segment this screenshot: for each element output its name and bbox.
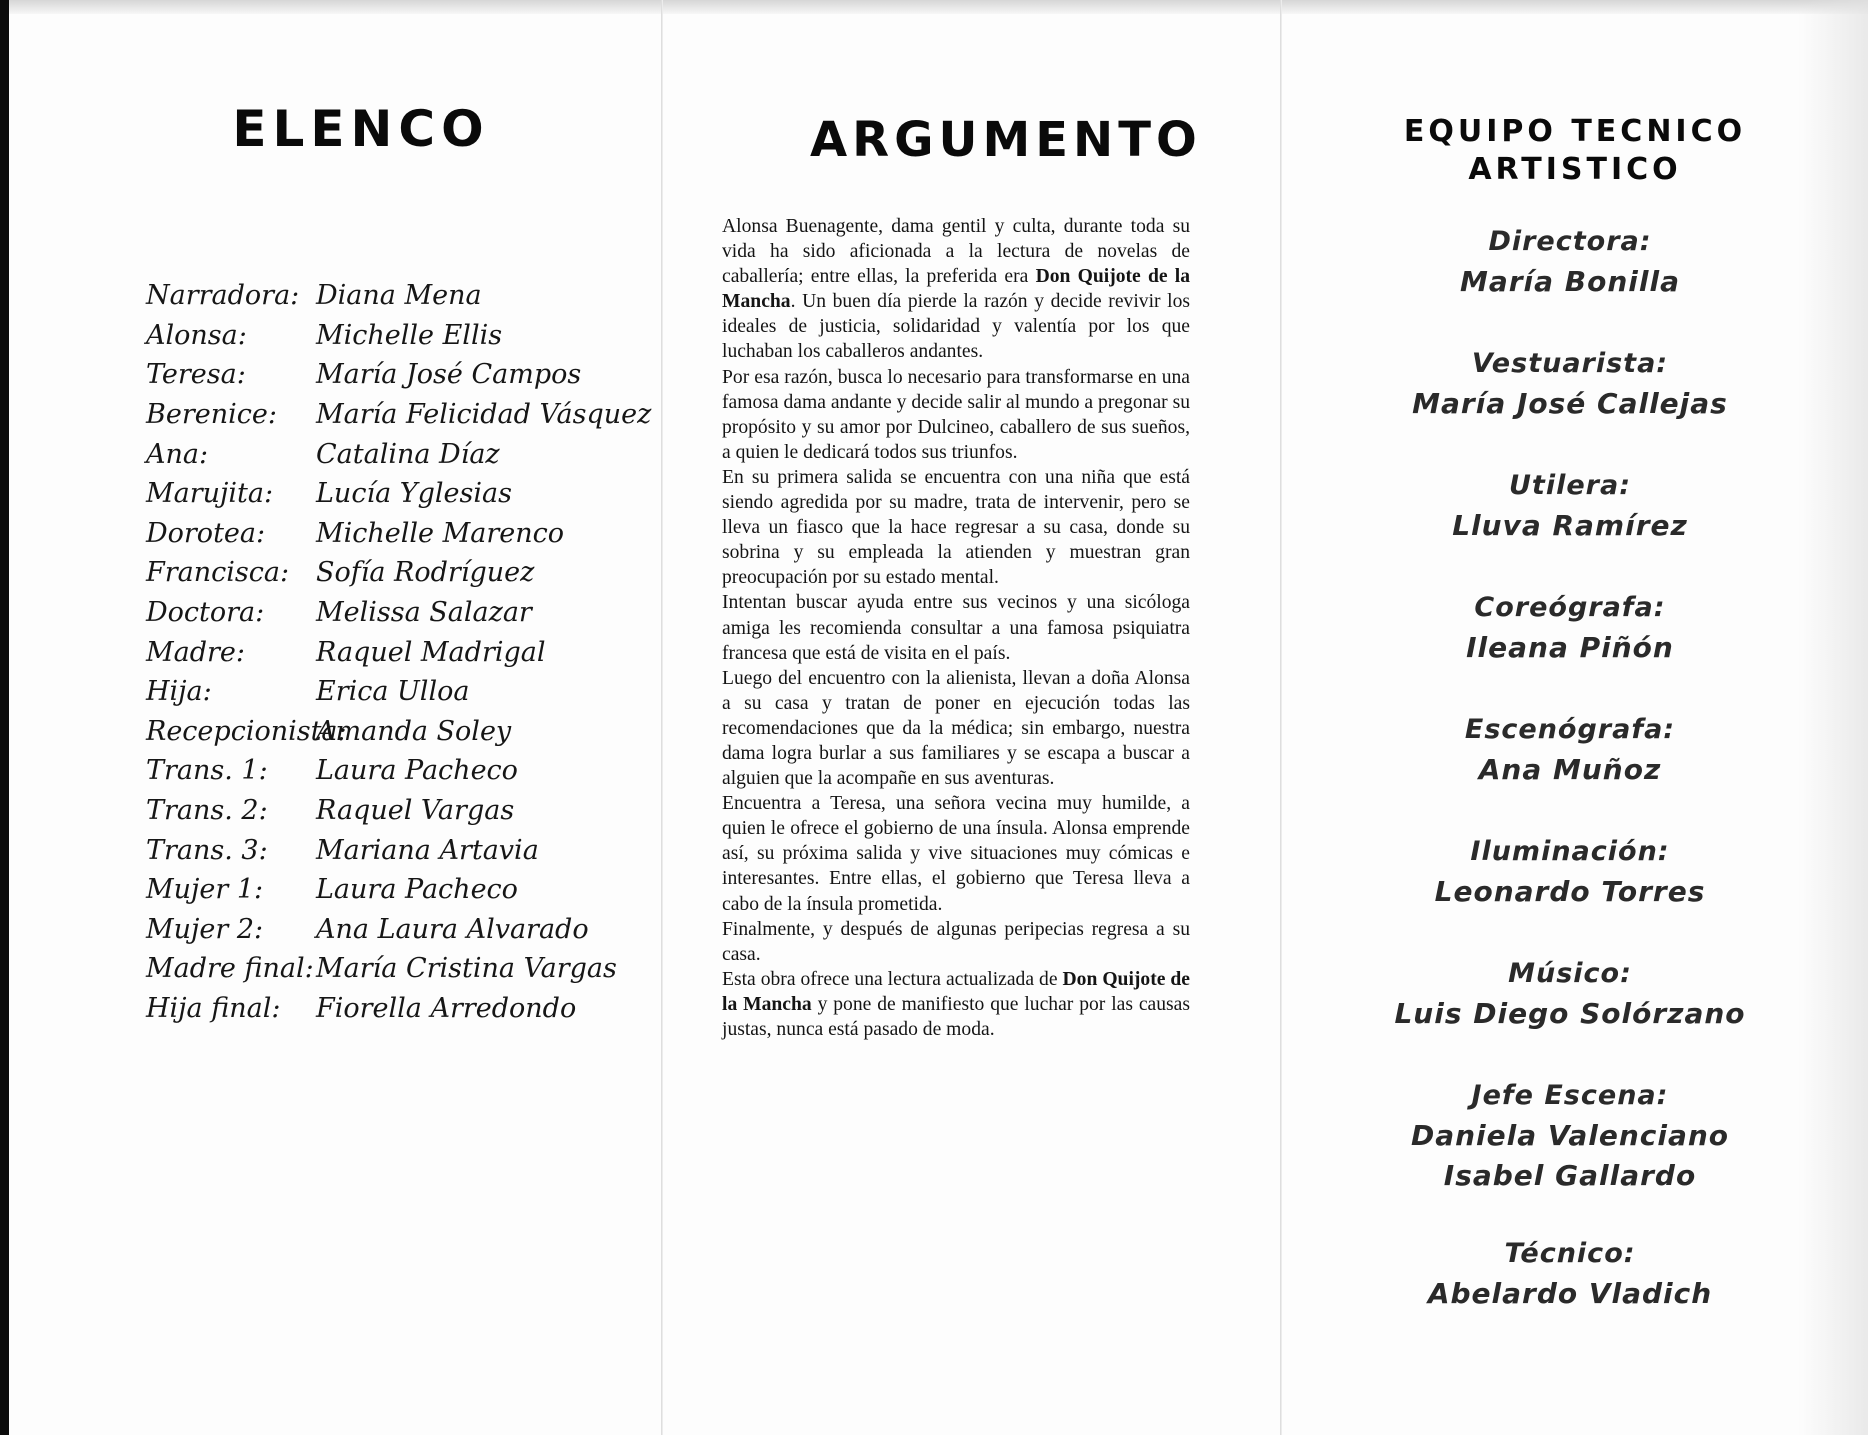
cast-role: Teresa: [146, 359, 246, 391]
cast-actor: María José Campos [316, 359, 582, 391]
cast-role: Francisca: [146, 557, 290, 589]
fold-line-left [661, 0, 663, 1435]
cast-row [146, 395, 652, 435]
cast-row [146, 632, 646, 672]
cast-role: Narradora: [146, 280, 300, 312]
cast-role: Marujita: [146, 478, 274, 510]
cast-role: Recepcionista: [146, 715, 347, 747]
crew-role: Utilera: [1509, 470, 1631, 501]
synopsis-paragraph [722, 214, 1190, 365]
cast-actor: María Cristina Vargas [316, 953, 617, 985]
cast-role: Berenice: [146, 399, 277, 431]
crew-name: Luis Diego Solórzano [1394, 997, 1746, 1030]
cast-role: Hija final: [146, 992, 281, 1024]
scan-right-shade [1798, 0, 1868, 1435]
crew-entry [1360, 222, 1780, 344]
cast-actor: Sofía Rodríguez [316, 557, 535, 589]
cast-actor: María Felicidad Vásquez [316, 399, 652, 431]
crew-entry [1360, 1076, 1780, 1234]
crew-role: Vestuarista: [1471, 348, 1669, 379]
crew-name: Ileana Piñón [1466, 631, 1674, 664]
cast-role: Mujer 2: [146, 913, 264, 945]
synopsis-paragraph: En su primera salida se encuentra con una niña que está siendo agredida por su madre, trata de intervenir, pero se lleva un fiasco que la hace regresar a su casa, donde su sobrina y su empleada la atienden y muestran gran preocupación por su estado mental. [722, 466, 1190, 589]
synopsis-paragraph: Finalmente, y después de algunas peripecias regresa a su casa. [722, 918, 1190, 965]
crew-entry [1360, 466, 1780, 588]
crew-role: Jefe Escena: [1471, 1080, 1669, 1111]
cast-actor: Diana Mena [316, 280, 482, 312]
cast-actor: Erica Ulloa [316, 676, 470, 708]
cast-row [146, 355, 646, 395]
crew-list [1360, 222, 1780, 1356]
cast-row [146, 989, 646, 1029]
cast-row [146, 910, 646, 950]
crew-entry [1360, 710, 1780, 832]
synopsis-paragraph: Luego del encuentro con la alienista, llevan a doña Alonsa a su casa y tratan de poner en ejecución todas las recomendaciones que da la médica; sin embargo, nuestra dama logra burlar a sus familiares y se escapa a buscar a alguien que la acompañe en sus aventuras. [722, 667, 1190, 790]
synopsis-paragraph: Por esa razón, busca lo necesario para transformarse en una famosa dama andante y decide salir al mundo a pregonar su propósito y su amor por Dulcineo, caballero de sus sueños, a quien le dedicará todos sus triunfos. [722, 366, 1190, 463]
equipo-title-line2: ARTISTICO [1468, 152, 1682, 187]
cast-list [146, 276, 652, 1028]
scan-left-edge [0, 0, 9, 1435]
crew-entry [1360, 954, 1780, 1076]
cast-row [146, 434, 646, 474]
fold-line-right [1280, 0, 1282, 1435]
crew-role: Iluminación: [1470, 836, 1670, 867]
elenco-title: ELENCO [232, 100, 490, 158]
crew-name: Abelardo Vladich [1427, 1277, 1713, 1310]
synopsis-bold-title: Don Quijote de la Mancha [722, 968, 1191, 1015]
crew-entry [1360, 1234, 1780, 1356]
cast-role: Trans. 2: [146, 795, 268, 827]
cast-role: Madre: [146, 636, 246, 668]
synopsis-paragraph: Intentan buscar ayuda entre sus vecinos y una sicóloga amiga les recomienda consultar a una famosa psiquiatra francesa que está de visita en el país. [722, 592, 1190, 664]
cast-actor: Melissa Salazar [316, 597, 532, 629]
cast-row [146, 712, 646, 752]
cast-row [146, 870, 646, 910]
synopsis-bold-title: Don Quijote de la Mancha [722, 266, 1190, 313]
cast-role: Mujer 1: [146, 874, 264, 906]
crew-role: Escenógrafa: [1464, 714, 1676, 745]
crew-name: Leonardo Torres [1434, 875, 1706, 908]
cast-row [146, 276, 646, 316]
synopsis-paragraph: Encuentra a Teresa, una señora vecina muy humilde, a quien le ofrece el gobierno de una ínsula. Alonsa emprende así, su próxima salida y vive situaciones muy cómicas e interesantes. Entre ellas, el gobierno que Teresa lleva a cabo de la ínsula prometida. [722, 793, 1190, 915]
synopsis-text-run: y pone de manifiesto que luchar por las causas justas, nunca está pasado de moda. [722, 993, 1190, 1040]
synopsis-text-run: Alonsa Buenagente, dama gentil y culta, durante toda su vida ha sido aficionada a la lectura de novelas de caballería; entre ellas, la preferida era [722, 216, 1190, 288]
crew-entry [1360, 588, 1780, 710]
cast-actor: Raquel Vargas [316, 795, 515, 827]
cast-row [146, 553, 646, 593]
crew-role: Directora: [1488, 226, 1652, 257]
cast-role: Hija: [146, 676, 212, 708]
crew-name: Isabel Gallardo [1443, 1159, 1697, 1192]
crew-name: María José Callejas [1412, 387, 1728, 420]
cast-row [146, 593, 646, 633]
cast-actor: Ana Laura Alvarado [316, 913, 589, 945]
cast-role: Trans. 3: [146, 834, 268, 866]
cast-row [146, 830, 646, 870]
cast-row [146, 474, 646, 514]
scan-top-band [9, 0, 1868, 14]
cast-row [146, 949, 646, 989]
cast-role: Alonsa: [146, 319, 247, 351]
crew-name: Daniela Valenciano [1410, 1119, 1730, 1152]
crew-role: Músico: [1508, 958, 1632, 989]
cast-actor: Fiorella Arredondo [316, 992, 577, 1024]
crew-role: Coreógrafa: [1474, 592, 1666, 623]
cast-role: Dorotea: [146, 517, 266, 549]
equipo-title [1355, 113, 1795, 189]
cast-actor: Laura Pacheco [316, 755, 518, 787]
synopsis-paragraph [722, 967, 1190, 1042]
crew-name: Lluva Ramírez [1452, 509, 1688, 542]
cast-row [146, 791, 646, 831]
synopsis-text-run: . Un buen día pierde la razón y decide revivir los ideales de justicia, solidaridad y valentía por los que luchaban los caballeros andantes. [722, 291, 1190, 363]
crew-entry [1360, 344, 1780, 466]
cast-actor: Laura Pacheco [316, 874, 518, 906]
cast-actor: Mariana Artavia [316, 834, 539, 866]
cast-actor: Michelle Ellis [316, 319, 503, 351]
synopsis-text [722, 214, 1190, 1042]
cast-role: Ana: [146, 438, 209, 470]
cast-row [146, 751, 646, 791]
cast-role: Trans. 1: [146, 755, 268, 787]
cast-role: Madre final: [146, 953, 314, 985]
cast-actor: Michelle Marenco [316, 517, 564, 549]
equipo-title-line1: EQUIPO TECNICO [1403, 114, 1747, 149]
cast-row [146, 514, 646, 554]
crew-name: Ana Muñoz [1478, 753, 1662, 786]
cast-actor: Catalina Díaz [316, 438, 500, 470]
cast-actor: Amanda Soley [316, 715, 512, 747]
cast-row [146, 672, 646, 712]
cast-actor: Raquel Madrigal [316, 636, 546, 668]
cast-role: Doctora: [146, 597, 265, 629]
synopsis-text-run: Esta obra ofrece una lectura actualizada de [722, 968, 1063, 990]
crew-entry [1360, 832, 1780, 954]
cast-actor: Lucía Yglesias [316, 478, 512, 510]
crew-name: María Bonilla [1459, 265, 1680, 298]
argumento-title: ARGUMENTO [810, 112, 1202, 168]
cast-row [146, 316, 646, 356]
crew-role: Técnico: [1504, 1238, 1636, 1269]
